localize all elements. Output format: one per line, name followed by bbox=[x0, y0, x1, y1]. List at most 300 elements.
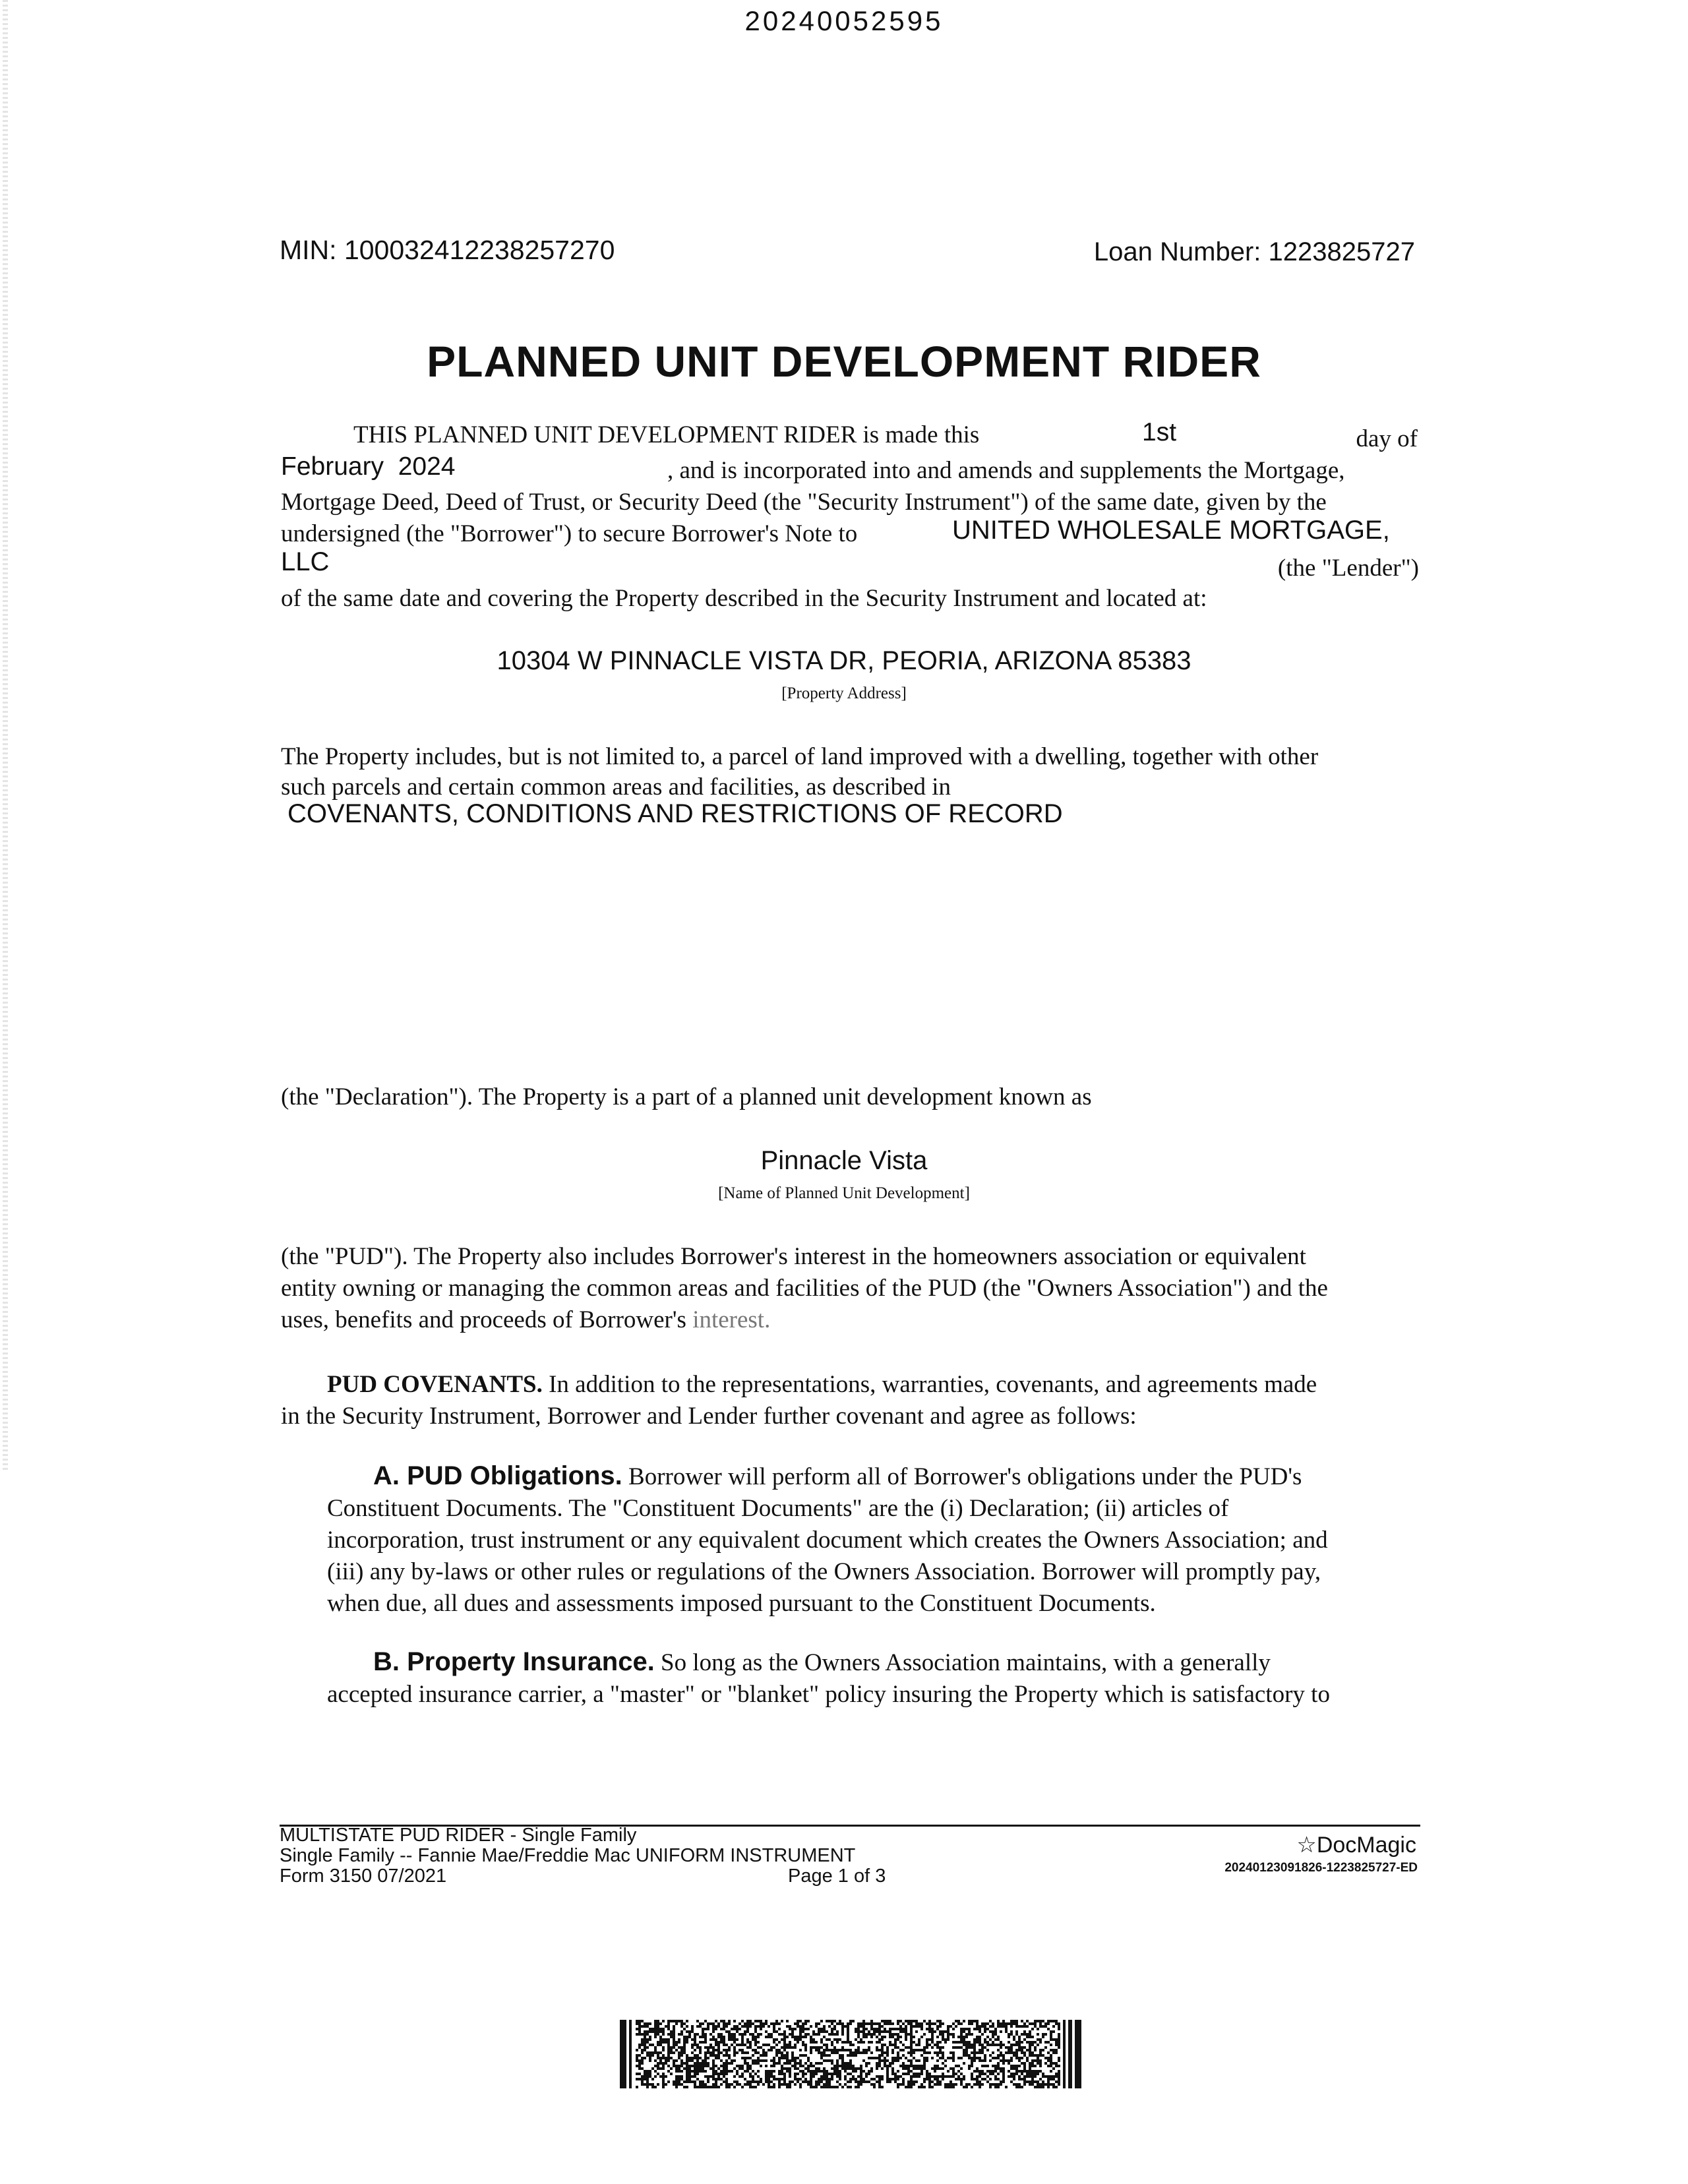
barcode-module bbox=[757, 2025, 760, 2028]
barcode-module bbox=[791, 2065, 794, 2067]
barcode-module bbox=[654, 2086, 657, 2088]
barcode-module bbox=[760, 2078, 762, 2080]
barcode-module bbox=[1015, 2065, 1018, 2067]
barcode-module bbox=[1055, 2062, 1058, 2065]
barcode-module bbox=[649, 2051, 651, 2054]
barcode-module bbox=[1031, 2080, 1034, 2083]
barcode-module bbox=[802, 2070, 804, 2073]
barcode-module bbox=[646, 2046, 649, 2049]
barcode-module bbox=[673, 2046, 675, 2049]
barcode-module bbox=[1050, 2059, 1052, 2062]
barcode-module bbox=[704, 2020, 707, 2022]
barcode-module bbox=[733, 2020, 736, 2022]
barcode-module bbox=[833, 2067, 836, 2070]
barcode-module bbox=[799, 2036, 802, 2038]
barcode-module bbox=[918, 2059, 920, 2062]
barcode-module bbox=[934, 2070, 936, 2073]
barcode-module bbox=[886, 2020, 889, 2022]
barcode-module bbox=[873, 2033, 876, 2036]
barcode-module bbox=[649, 2073, 651, 2075]
barcode-module bbox=[675, 2049, 678, 2051]
barcode-module bbox=[1002, 2078, 1005, 2080]
barcode-module bbox=[957, 2041, 960, 2044]
barcode-module bbox=[1058, 2073, 1060, 2075]
barcode-module bbox=[944, 2065, 947, 2067]
barcode-module bbox=[636, 2086, 638, 2088]
barcode-module bbox=[815, 2022, 818, 2025]
barcode-module bbox=[644, 2036, 646, 2038]
barcode-module bbox=[641, 2083, 644, 2086]
barcode-module bbox=[651, 2028, 654, 2030]
barcode-module bbox=[960, 2022, 963, 2025]
barcode-module bbox=[733, 2051, 736, 2054]
barcode-module bbox=[1000, 2054, 1002, 2057]
barcode-module bbox=[775, 2030, 778, 2033]
barcode-module bbox=[881, 2025, 884, 2028]
barcode-module bbox=[654, 2065, 657, 2067]
barcode-module bbox=[1034, 2025, 1037, 2028]
barcode-module bbox=[955, 2065, 957, 2067]
barcode-module bbox=[783, 2046, 786, 2049]
barcode-module bbox=[683, 2067, 686, 2070]
barcode-module bbox=[928, 2022, 931, 2025]
barcode-module bbox=[707, 2028, 709, 2030]
barcode-module bbox=[918, 2041, 920, 2044]
barcode-module bbox=[981, 2083, 984, 2086]
barcode-module bbox=[765, 2036, 768, 2038]
barcode-module bbox=[665, 2041, 667, 2044]
barcode-module bbox=[876, 2080, 878, 2083]
barcode-module bbox=[876, 2036, 878, 2038]
barcode-module bbox=[678, 2067, 680, 2070]
barcode-module bbox=[1052, 2020, 1055, 2022]
barcode-module bbox=[981, 2025, 984, 2028]
barcode-module bbox=[884, 2062, 886, 2065]
barcode-module bbox=[662, 2020, 665, 2022]
barcode-module bbox=[860, 2070, 862, 2073]
barcode-module bbox=[1021, 2070, 1023, 2073]
barcode-module bbox=[649, 2022, 651, 2025]
barcode-module bbox=[931, 2028, 934, 2030]
barcode-module bbox=[746, 2022, 749, 2025]
barcode-module bbox=[818, 2070, 820, 2073]
intro-lead: THIS PLANNED UNIT DEVELOPMENT RIDER is made this bbox=[353, 421, 980, 448]
barcode-module bbox=[957, 2020, 960, 2022]
barcode-module bbox=[749, 2065, 752, 2067]
barcode-module bbox=[942, 2054, 944, 2057]
barcode-module bbox=[960, 2030, 963, 2033]
barcode-module bbox=[712, 2078, 715, 2080]
barcode-module bbox=[651, 2083, 654, 2086]
barcode-module bbox=[1058, 2038, 1060, 2041]
barcode-module bbox=[810, 2038, 812, 2041]
barcode-module bbox=[688, 2075, 691, 2078]
barcode-module bbox=[828, 2073, 831, 2075]
barcode-module bbox=[789, 2083, 791, 2086]
barcode-module bbox=[783, 2078, 786, 2080]
barcode-module bbox=[926, 2041, 928, 2044]
barcode-module bbox=[955, 2020, 957, 2022]
barcode-module bbox=[657, 2041, 659, 2044]
barcode-module bbox=[794, 2044, 797, 2046]
barcode-module bbox=[986, 2041, 989, 2044]
barcode-module bbox=[659, 2030, 662, 2033]
barcode-module bbox=[725, 2062, 728, 2065]
barcode-module bbox=[831, 2062, 833, 2065]
barcode-module bbox=[836, 2033, 839, 2036]
barcode-module bbox=[889, 2020, 891, 2022]
barcode-module bbox=[881, 2051, 884, 2054]
barcode-module bbox=[894, 2075, 897, 2078]
barcode-module bbox=[826, 2038, 828, 2041]
barcode-module bbox=[836, 2070, 839, 2073]
barcode-module bbox=[1044, 2025, 1047, 2028]
barcode-module bbox=[731, 2038, 733, 2041]
barcode-module bbox=[878, 2059, 881, 2062]
barcode-module bbox=[646, 2033, 649, 2036]
barcode-module bbox=[1058, 2036, 1060, 2038]
barcode-module bbox=[839, 2049, 841, 2051]
barcode-module bbox=[831, 2028, 833, 2030]
barcode-module bbox=[1031, 2062, 1034, 2065]
barcode-module bbox=[802, 2065, 804, 2067]
barcode-module bbox=[694, 2054, 696, 2057]
barcode-module bbox=[934, 2075, 936, 2078]
barcode-module bbox=[733, 2067, 736, 2070]
barcode-module bbox=[833, 2065, 836, 2067]
barcode-module bbox=[897, 2022, 899, 2025]
barcode-module bbox=[804, 2022, 807, 2025]
barcode-module bbox=[963, 2078, 965, 2080]
barcode-module bbox=[891, 2078, 894, 2080]
barcode-module bbox=[913, 2057, 915, 2059]
barcode-module bbox=[749, 2020, 752, 2022]
barcode-module bbox=[913, 2051, 915, 2054]
barcode-module bbox=[641, 2041, 644, 2044]
barcode-module bbox=[781, 2073, 783, 2075]
barcode-module bbox=[968, 2020, 971, 2022]
barcode-module bbox=[723, 2054, 725, 2057]
barcode-module bbox=[649, 2083, 651, 2086]
barcode-module bbox=[775, 2038, 778, 2041]
barcode-module bbox=[662, 2065, 665, 2067]
barcode-module bbox=[989, 2044, 992, 2046]
barcode-module bbox=[826, 2020, 828, 2022]
barcode-module bbox=[899, 2065, 902, 2067]
barcode-module bbox=[862, 2051, 865, 2054]
barcode-module bbox=[810, 2075, 812, 2078]
barcode-module bbox=[752, 2059, 754, 2062]
barcode-module bbox=[899, 2025, 902, 2028]
barcode-module bbox=[1034, 2054, 1037, 2057]
covenants-line-1 bbox=[327, 1369, 1317, 1401]
barcode-module bbox=[794, 2036, 797, 2038]
barcode-module bbox=[731, 2083, 733, 2086]
barcode-module bbox=[831, 2020, 833, 2022]
barcode-module bbox=[839, 2020, 841, 2022]
barcode-module bbox=[670, 2033, 673, 2036]
barcode-module bbox=[789, 2059, 791, 2062]
barcode-module bbox=[868, 2041, 870, 2044]
barcode-module bbox=[839, 2065, 841, 2067]
barcode-module bbox=[720, 2028, 723, 2030]
barcode-module bbox=[662, 2083, 665, 2086]
barcode-module bbox=[942, 2062, 944, 2065]
barcode-module bbox=[1029, 2030, 1031, 2033]
barcode-module bbox=[757, 2033, 760, 2036]
barcode-module bbox=[979, 2083, 981, 2086]
barcode-module bbox=[942, 2075, 944, 2078]
barcode-module bbox=[905, 2065, 907, 2067]
barcode-module bbox=[897, 2086, 899, 2088]
barcode-module bbox=[733, 2080, 736, 2083]
barcode-module bbox=[673, 2025, 675, 2028]
barcode-module bbox=[844, 2065, 847, 2067]
barcode-module bbox=[976, 2028, 979, 2030]
barcode-module bbox=[960, 2028, 963, 2030]
barcode-module bbox=[902, 2030, 905, 2033]
barcode-module bbox=[659, 2038, 662, 2041]
barcode-module bbox=[699, 2057, 702, 2059]
barcode-module bbox=[968, 2041, 971, 2044]
barcode-module bbox=[765, 2051, 768, 2054]
barcode-module bbox=[870, 2033, 873, 2036]
barcode-module bbox=[731, 2028, 733, 2030]
barcode-module bbox=[707, 2049, 709, 2051]
barcode-module bbox=[704, 2062, 707, 2065]
barcode-module bbox=[831, 2041, 833, 2044]
barcode-module bbox=[725, 2080, 728, 2083]
barcode-module bbox=[891, 2022, 894, 2025]
barcode-module bbox=[1018, 2075, 1021, 2078]
barcode-module bbox=[744, 2078, 746, 2080]
barcode-module bbox=[918, 2073, 920, 2075]
barcode-module bbox=[797, 2022, 799, 2025]
barcode-module bbox=[1052, 2025, 1055, 2028]
barcode-module bbox=[749, 2025, 752, 2028]
barcode-module bbox=[828, 2086, 831, 2088]
barcode-module bbox=[654, 2028, 657, 2030]
barcode-module bbox=[688, 2057, 691, 2059]
barcode-module bbox=[709, 2046, 712, 2049]
barcode-module bbox=[680, 2083, 683, 2086]
barcode-module bbox=[802, 2036, 804, 2038]
barcode-module bbox=[1005, 2022, 1008, 2025]
barcode-module bbox=[1013, 2044, 1015, 2046]
barcode-module bbox=[986, 2065, 989, 2067]
barcode-module bbox=[818, 2030, 820, 2033]
barcode-module bbox=[968, 2028, 971, 2030]
barcode-module bbox=[712, 2070, 715, 2073]
barcode-module bbox=[704, 2036, 707, 2038]
barcode-module bbox=[902, 2078, 905, 2080]
barcode-module bbox=[799, 2049, 802, 2051]
barcode-module bbox=[1039, 2022, 1042, 2025]
barcode-module bbox=[736, 2051, 738, 2054]
barcode-module bbox=[749, 2080, 752, 2083]
barcode-module bbox=[757, 2046, 760, 2049]
barcode-module bbox=[841, 2033, 844, 2036]
barcode-module bbox=[849, 2054, 852, 2057]
barcode-module bbox=[994, 2070, 997, 2073]
barcode-module bbox=[765, 2080, 768, 2083]
barcode-module bbox=[781, 2020, 783, 2022]
barcode-module bbox=[686, 2080, 688, 2083]
intro-line-2: , and is incorporated into and amends and supplements the Mortgage, bbox=[667, 457, 1345, 484]
barcode-module bbox=[667, 2049, 670, 2051]
barcode-module bbox=[783, 2073, 786, 2075]
barcode-module bbox=[1023, 2067, 1026, 2070]
barcode-module bbox=[828, 2049, 831, 2051]
barcode-module bbox=[918, 2038, 920, 2041]
barcode-module bbox=[907, 2033, 910, 2036]
barcode-module bbox=[986, 2070, 989, 2073]
barcode-module bbox=[720, 2070, 723, 2073]
barcode-module bbox=[1058, 2046, 1060, 2049]
barcode-module bbox=[760, 2059, 762, 2062]
barcode-module bbox=[791, 2030, 794, 2033]
barcode-module bbox=[897, 2075, 899, 2078]
barcode-module bbox=[918, 2065, 920, 2067]
barcode-module bbox=[662, 2078, 665, 2080]
barcode-module bbox=[802, 2073, 804, 2075]
barcode-module bbox=[1021, 2062, 1023, 2065]
barcode-module bbox=[910, 2059, 913, 2062]
barcode-module bbox=[820, 2054, 823, 2057]
barcode-module bbox=[678, 2070, 680, 2073]
barcode-module bbox=[855, 2086, 857, 2088]
barcode-module bbox=[812, 2041, 815, 2044]
barcode-module bbox=[659, 2028, 662, 2030]
barcode-module bbox=[886, 2078, 889, 2080]
pud-paragraph-line-3-faded: interest. bbox=[692, 1306, 771, 1333]
barcode-module bbox=[696, 2070, 699, 2073]
barcode-module bbox=[939, 2075, 942, 2078]
barcode-module bbox=[686, 2062, 688, 2065]
barcode-module bbox=[1013, 2078, 1015, 2080]
barcode-module bbox=[636, 2022, 638, 2025]
barcode-module bbox=[1000, 2030, 1002, 2033]
barcode-module bbox=[794, 2073, 797, 2075]
barcode-module bbox=[899, 2075, 902, 2078]
barcode-module bbox=[931, 2046, 934, 2049]
barcode-module bbox=[939, 2049, 942, 2051]
intro-day-of: day of bbox=[1356, 425, 1418, 452]
barcode-module bbox=[876, 2065, 878, 2067]
barcode-module bbox=[920, 2054, 923, 2057]
barcode-module bbox=[665, 2057, 667, 2059]
barcode-module bbox=[936, 2065, 939, 2067]
barcode-module bbox=[994, 2065, 997, 2067]
barcode-module bbox=[984, 2030, 986, 2033]
barcode-module bbox=[913, 2025, 915, 2028]
barcode-module bbox=[981, 2078, 984, 2080]
barcode-module bbox=[1052, 2078, 1055, 2080]
barcode-module bbox=[662, 2049, 665, 2051]
barcode-module bbox=[765, 2054, 768, 2057]
barcode-module bbox=[770, 2046, 773, 2049]
barcode-module bbox=[965, 2028, 968, 2030]
barcode-module bbox=[662, 2046, 665, 2049]
barcode-module bbox=[686, 2078, 688, 2080]
barcode-module bbox=[673, 2059, 675, 2062]
barcode-module bbox=[868, 2070, 870, 2073]
barcode-module bbox=[797, 2062, 799, 2065]
barcode-module bbox=[923, 2067, 926, 2070]
barcode-module bbox=[773, 2057, 775, 2059]
barcode-module bbox=[907, 2080, 910, 2083]
barcode-module bbox=[1005, 2028, 1008, 2030]
barcode-module bbox=[926, 2070, 928, 2073]
barcode-module bbox=[981, 2059, 984, 2062]
barcode-module bbox=[731, 2044, 733, 2046]
barcode-module bbox=[905, 2033, 907, 2036]
barcode-module bbox=[636, 2065, 638, 2067]
barcode-module bbox=[781, 2078, 783, 2080]
barcode-module bbox=[878, 2025, 881, 2028]
barcode-module bbox=[778, 2086, 781, 2088]
barcode-module bbox=[749, 2083, 752, 2086]
barcode-module bbox=[723, 2073, 725, 2075]
barcode-module bbox=[907, 2073, 910, 2075]
barcode-module bbox=[1050, 2078, 1052, 2080]
barcode-module bbox=[636, 2057, 638, 2059]
barcode-module bbox=[662, 2054, 665, 2057]
barcode-module bbox=[733, 2059, 736, 2062]
barcode-module bbox=[870, 2020, 873, 2022]
barcode-module bbox=[712, 2049, 715, 2051]
barcode-module bbox=[636, 2078, 638, 2080]
barcode-module bbox=[662, 2057, 665, 2059]
barcode-module bbox=[699, 2051, 702, 2054]
barcode-module bbox=[979, 2028, 981, 2030]
barcode-module bbox=[1039, 2083, 1042, 2086]
barcode-module bbox=[741, 2036, 744, 2038]
barcode-module bbox=[907, 2065, 910, 2067]
barcode-module bbox=[857, 2051, 860, 2054]
barcode-module bbox=[876, 2046, 878, 2049]
barcode-module bbox=[1058, 2059, 1060, 2062]
barcode-module bbox=[694, 2044, 696, 2046]
barcode-module bbox=[717, 2086, 720, 2088]
barcode-module bbox=[1000, 2059, 1002, 2062]
barcode-module bbox=[1039, 2070, 1042, 2073]
barcode-module bbox=[775, 2044, 778, 2046]
barcode-module bbox=[947, 2038, 950, 2041]
barcode-module bbox=[765, 2044, 768, 2046]
barcode-module bbox=[646, 2075, 649, 2078]
barcode-module bbox=[1037, 2073, 1039, 2075]
barcode-module bbox=[644, 2030, 646, 2033]
barcode-module bbox=[826, 2078, 828, 2080]
barcode-module bbox=[804, 2054, 807, 2057]
barcode-module bbox=[881, 2054, 884, 2057]
barcode-module bbox=[950, 2080, 952, 2083]
barcode-module bbox=[786, 2057, 789, 2059]
docmagic-brand-text: DocMagic bbox=[1316, 1833, 1416, 1858]
barcode-module bbox=[815, 2080, 818, 2083]
barcode-module bbox=[1029, 2075, 1031, 2078]
barcode-module bbox=[757, 2083, 760, 2086]
barcode-module bbox=[1031, 2054, 1034, 2057]
barcode-module bbox=[717, 2041, 720, 2044]
barcode-module bbox=[654, 2020, 657, 2022]
barcode-module bbox=[1015, 2030, 1018, 2033]
barcode-module bbox=[820, 2030, 823, 2033]
barcode-module bbox=[670, 2036, 673, 2038]
barcode-module bbox=[667, 2020, 670, 2022]
barcode-module bbox=[886, 2059, 889, 2062]
